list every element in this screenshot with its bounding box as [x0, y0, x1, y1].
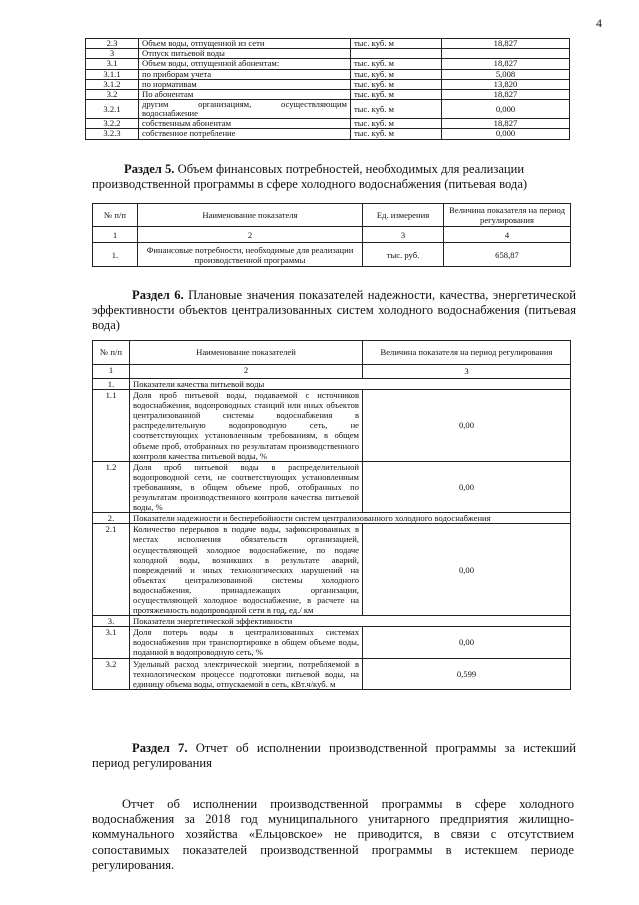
indicator-value: 0,599	[363, 658, 571, 689]
col-num-1: 1	[93, 365, 130, 379]
indicator-value: 0,00	[363, 461, 571, 512]
section7-heading	[92, 741, 576, 771]
group-title: Показатели энергетической эффективности	[130, 616, 571, 627]
table-row	[86, 129, 570, 139]
group-row	[93, 379, 571, 390]
row-value: 18,827	[442, 119, 570, 129]
row-unit: тыс. куб. м	[351, 89, 442, 99]
col-header-num: № п/п	[93, 204, 138, 227]
col-header-value: Величина показателя на период регулирования	[444, 204, 571, 227]
table-row	[86, 100, 570, 119]
indicator-num: 3.2	[93, 658, 130, 689]
indicator-name: Доля проб питьевой воды, подаваемой с источников водоснабжения, водопроводных станций или иных объектов централизованной системы водоснабжения в распределительную водопроводную сеть, не соответствующих установленным требованиям, в общем объеме проб, отобранных по результатам производственного контроля качества питьевой воды, %	[130, 390, 363, 462]
row-name: другим организациям, осуществляющим водоснабжение	[139, 100, 351, 119]
table-row	[86, 49, 570, 59]
group-title: Показатели надежности и бесперебойности систем централизованного холодного водоснабжения	[130, 513, 571, 524]
col-num-2: 2	[138, 227, 363, 243]
group-row	[93, 513, 571, 524]
section5-title: Объем финансовых потребностей, необходимых для реализации производственной программы в сфере холодного водоснабжения (питьевая вода)	[92, 162, 528, 191]
financial-needs-table	[92, 203, 571, 267]
col-header-unit: Ед. измерения	[363, 204, 444, 227]
row-value: 18,827	[442, 39, 570, 49]
indicator-row	[93, 524, 571, 616]
col-header-num: № п/п	[93, 341, 130, 365]
row-name: Отпуск питьевой воды	[139, 49, 351, 59]
section7-paragraph: Отчет об исполнении производственной программы в сфере холодного водоснабжения за 2018 год муниципального унитарного предприятия жилищно-коммунального хозяйства «Ельцовское» не приводится, в связи с отсутствием сопоставимых показателей производственной программы в истекшем периоде регулирования.	[92, 797, 574, 872]
indicator-row	[93, 461, 571, 512]
row-num: 3	[86, 49, 139, 59]
indicator-value: 0,00	[363, 390, 571, 462]
indicator-name: Доля проб питьевой воды в распределительной водопроводной сети, не соответствующих установленным требованиям, в общем объеме проб, отобранных по результатам производственного контроля качества питьевой воды, %	[130, 461, 363, 512]
row-name: по приборам учета	[139, 69, 351, 79]
row-num: 3.1.2	[86, 79, 139, 89]
indicator-name: Количество перерывов в подаче воды, зафиксированных в местах исполнения обязательств организацией, осуществляющей холодное водоснабжение, по подаче холодной воды, возникших в результате аварий, повреждений и иных технологических нарушений на объектах централизованной системы холодного водоснабжения, принадлежащих организации, осуществляющей холодное водоснабжение, в расчете на протяженность водопроводной сети в год, ед./ км	[130, 524, 363, 616]
section7-label: Раздел 7.	[132, 741, 188, 755]
col-num-1: 1	[93, 227, 138, 243]
indicator-num: 2.1	[93, 524, 130, 616]
row-num: 3.2.2	[86, 119, 139, 129]
row-name: по нормативам	[139, 79, 351, 89]
page-number: 4	[596, 16, 602, 30]
row-unit: тыс. куб. м	[351, 129, 442, 139]
col-num-2: 2	[130, 365, 363, 379]
row-value: 18,827	[442, 59, 570, 69]
row-value: 0,000	[442, 129, 570, 139]
row-unit: тыс. куб. м	[351, 79, 442, 89]
col-header-name: Наименование показателя	[138, 204, 363, 227]
section5-heading	[92, 162, 572, 192]
row-num: 3.1	[86, 59, 139, 69]
row-num: 3.2.3	[86, 129, 139, 139]
section6-label: Раздел 6.	[132, 288, 184, 302]
indicators-table	[92, 340, 571, 690]
row-unit	[351, 49, 442, 59]
row-name: Финансовые потребности, необходимые для реализации производственной программы	[138, 243, 363, 267]
row-num: 2.3	[86, 39, 139, 49]
section5-label: Раздел 5.	[124, 162, 175, 176]
row-unit: тыс. куб. м	[351, 39, 442, 49]
row-name: По абонентам	[139, 89, 351, 99]
section6-title: Плановые значения показателей надежности, качества, энергетической эффективности объектов централизованных систем холодного водоснабжения (питьевая вода)	[92, 288, 577, 332]
indicator-row	[93, 658, 571, 689]
indicator-num: 1.1	[93, 390, 130, 462]
row-unit: тыс. куб. м	[351, 69, 442, 79]
row-num: 3.1.1	[86, 69, 139, 79]
row-unit: тыс. куб. м	[351, 59, 442, 69]
group-title: Показатели качества питьевой воды	[130, 379, 571, 390]
row-value: 5,008	[442, 69, 570, 79]
indicator-num: 1.2	[93, 461, 130, 512]
table-row	[86, 79, 570, 89]
row-num: 1.	[93, 243, 138, 267]
group-num: 3.	[93, 616, 130, 627]
row-unit: тыс. куб. м	[351, 100, 442, 119]
row-value: 658,87	[444, 243, 571, 267]
row-num: 3.2	[86, 89, 139, 99]
row-unit: тыс. куб. м	[351, 119, 442, 129]
indicator-row	[93, 390, 571, 462]
water-volume-table	[85, 38, 570, 140]
col-num-3: 3	[363, 365, 571, 379]
row-name: собственным абонентам	[139, 119, 351, 129]
indicator-name: Удельный расход электрической энергии, потребляемой в технологическом процессе подготовки питьевой воды, на единицу объема воды, отпускаемой в сеть, кВт.ч/куб. м	[130, 658, 363, 689]
row-name: Объем воды, отпущенной из сети	[139, 39, 351, 49]
row-value: 18,827	[442, 89, 570, 99]
table-row	[86, 39, 570, 49]
col-num-3: 3	[363, 227, 444, 243]
group-row	[93, 616, 571, 627]
indicator-row	[93, 627, 571, 658]
table-row	[86, 119, 570, 129]
indicator-name: Доля потерь воды в централизованных системах водоснабжения при транспортировке в общем объеме воды, поданной в водопроводную сеть, %	[130, 627, 363, 658]
indicator-num: 3.1	[93, 627, 130, 658]
table-row	[86, 89, 570, 99]
table-row	[86, 69, 570, 79]
section6-heading	[92, 288, 576, 333]
col-header-value: Величина показателя на период регулирования	[363, 341, 571, 365]
section7-title: Отчет об исполнении производственной программы за истекший период регулирования	[92, 741, 577, 770]
row-num: 3.2.1	[86, 100, 139, 119]
indicator-value: 0,00	[363, 524, 571, 616]
col-num-4: 4	[444, 227, 571, 243]
row-value	[442, 49, 570, 59]
row-unit: тыс. руб.	[363, 243, 444, 267]
indicator-value: 0,00	[363, 627, 571, 658]
group-num: 2.	[93, 513, 130, 524]
table-row	[86, 59, 570, 69]
row-name: собственное потребление	[139, 129, 351, 139]
row-value: 13,820	[442, 79, 570, 89]
row-name: Объем воды, отпущенной абонентам:	[139, 59, 351, 69]
row-value: 0,000	[442, 100, 570, 119]
group-num: 1.	[93, 379, 130, 390]
col-header-name: Наименование показателей	[130, 341, 363, 365]
